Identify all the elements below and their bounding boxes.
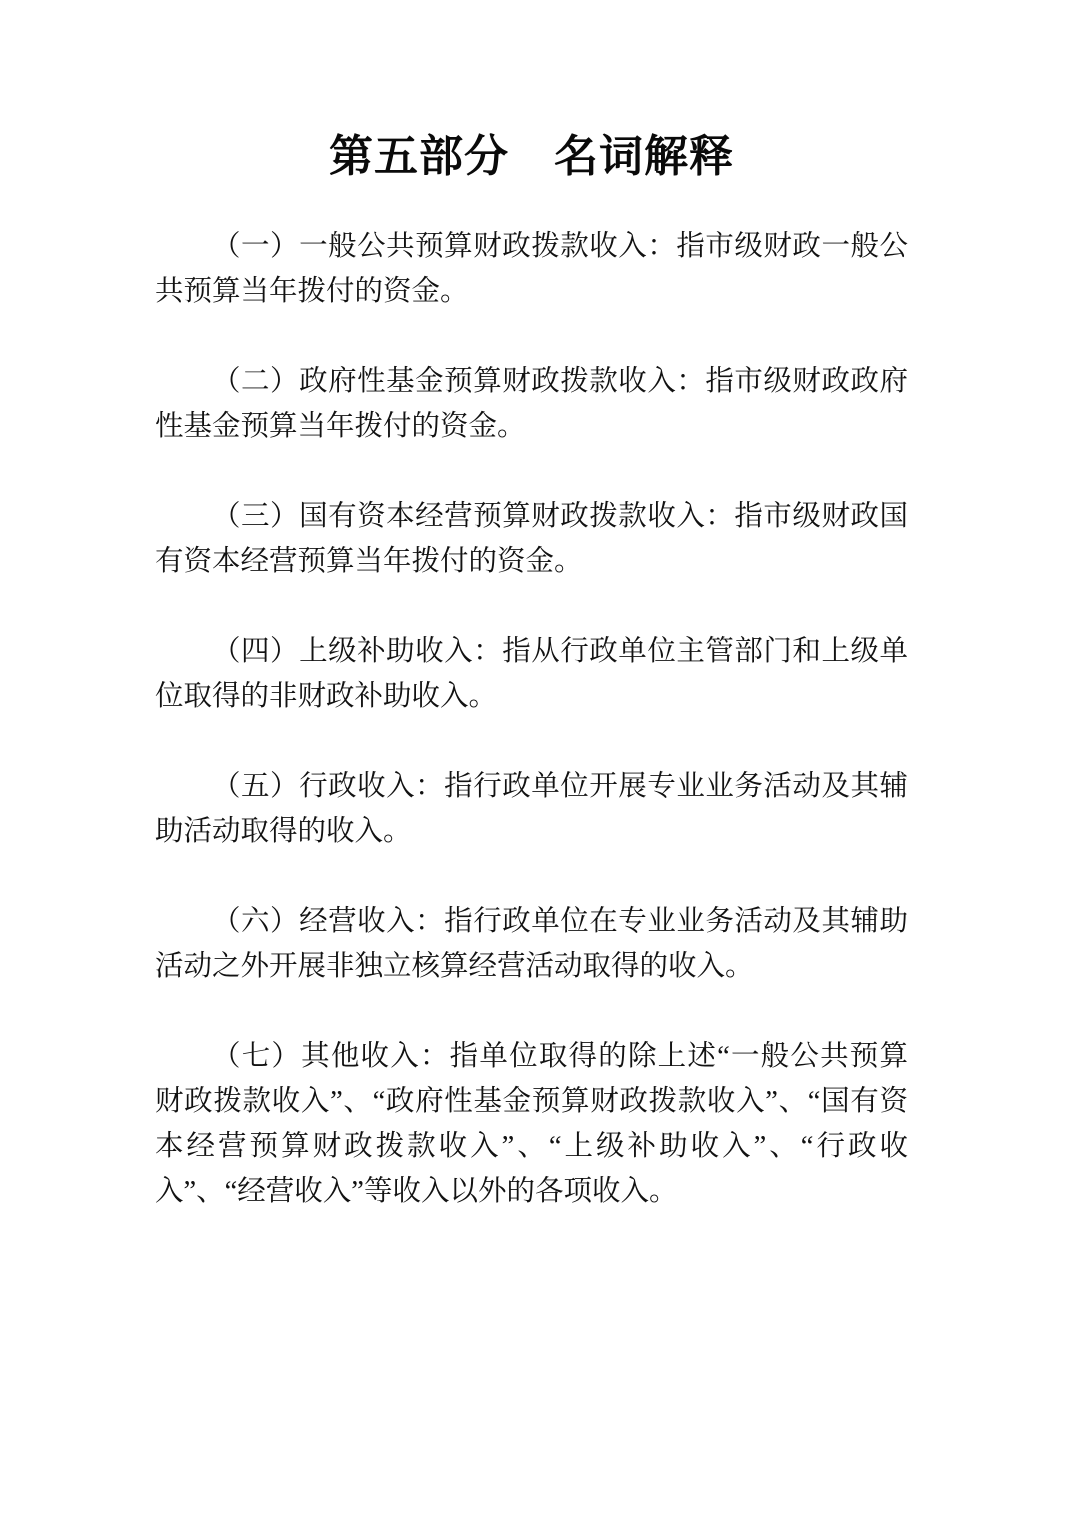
page-title: 第五部分 名词解释 (329, 132, 734, 181)
glossary-paragraph-7: （七）其他收入：指单位取得的除上述“一般公共预算财政拨款收入”、“政府性基金预算财政拨款收入”、“国有资本经营预算财政拨款收入”、“上级补助收入”、“行政收入”、“经营收入”等收入以外的各项收入。 (155, 1041, 908, 1207)
glossary-paragraph-3: （三）国有资本经营预算财政拨款收入：指市级财政国有资本经营预算当年拨付的资金。 (155, 501, 908, 577)
glossary-body (155, 224, 908, 1214)
glossary-paragraph-4: （四）上级补助收入：指从行政单位主管部门和上级单位取得的非财政补助收入。 (155, 636, 908, 712)
glossary-paragraph-1: （一）一般公共预算财政拨款收入：指市级财政一般公共预算当年拨付的资金。 (155, 231, 908, 307)
glossary-paragraph-2: （二）政府性基金预算财政拨款收入：指市级财政政府性基金预算当年拨付的资金。 (155, 366, 908, 442)
glossary-paragraph-6: （六）经营收入：指行政单位在专业业务活动及其辅助活动之外开展非独立核算经营活动取得的收入。 (155, 906, 908, 982)
glossary-paragraph-5: （五）行政收入：指行政单位开展专业业务活动及其辅助活动取得的收入。 (155, 771, 908, 847)
